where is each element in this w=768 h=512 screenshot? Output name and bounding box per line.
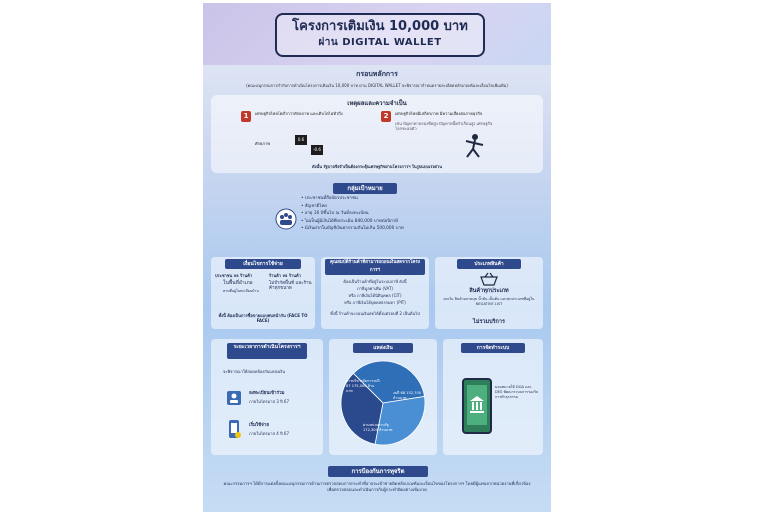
stumbling-person-icon: [463, 133, 487, 159]
timeline-step-2-when: ภายในไตรมาส 4 ปี 67: [249, 431, 289, 436]
pie-label-2: งบปี 68 152,700 ล้านบาท: [393, 391, 422, 400]
target-item: • มีเงินฝากในบัญชีเงินฝากรวมกันไม่เกิน 500,000 บาท: [301, 225, 404, 233]
merchant-text-1: ต้องเป็นร้านค้าที่อยู่ในระบบภาษี ดังนี้: [343, 279, 407, 284]
spending-right-title: ร้านค้า vs ร้านค้า: [269, 273, 301, 278]
spending-left-sub: ตามที่อยู่ในทะเบียนบ้าน: [223, 289, 259, 293]
fraud-label: การป้องกันการทุจริต: [328, 466, 428, 477]
system-text: มอบหมายให้ DGA และ DES พัฒนาระบบการรองรับการทำธุรกรรม: [495, 385, 539, 399]
merchant-text-3: หรือ ภาษีเงินได้นิติบุคคล (CIT): [348, 293, 402, 298]
goods-text-2: ยกเว้น สินค้าอบายมุข น้ำมัน เป็นต้น และทุกประเภทที่อยู่ใน NEGATIVE LIST: [443, 297, 535, 306]
target-list: [301, 195, 404, 233]
smartphone-icon: [462, 378, 492, 434]
phone-payment-icon: [225, 419, 243, 441]
framework-subtitle: (คณะอนุกรรมการกำกับการดำเนินโครงการเติมเงิน 10,000 บาท ผ่าน DIGITAL WALLET จะพิจารณากำหนดรายละเอียดหลักเกณฑ์และเงื่อนไขเพิ่มเติม): [246, 83, 508, 88]
bank-icon: [467, 385, 487, 425]
timeline-text: จะพิจารณาให้สอดคล้องกับแหล่งเงิน: [223, 369, 285, 374]
people-group-icon: [275, 208, 297, 230]
registration-icon: [225, 389, 243, 407]
target-item: • สัญชาติไทย: [301, 203, 404, 211]
reasons-title: เหตุผลและความจำเป็น: [347, 100, 407, 107]
reason-2-number: 2: [381, 111, 391, 122]
page-subtitle: ผ่าน DIGITAL WALLET: [318, 37, 442, 48]
merchant-card: [321, 257, 429, 329]
funding-label: แหล่งเงิน: [353, 343, 413, 353]
timeline-label: ระยะเวลาการดำเนินโครงการฯ: [227, 343, 307, 359]
reasons-conclusion: ดังนั้น รัฐบาลจึงจำเป็นต้องกระตุ้นเศรษฐกิจผ่านโครงการฯ ในรูปแบบเร่งด่วน: [312, 164, 442, 169]
reason-1-chart-label: ศักยภาพ: [255, 141, 270, 146]
spending-label: เงื่อนไขการใช้จ่าย: [225, 259, 301, 269]
spending-note: ทั้งนี้ ต้องเป็นการซื้อขายแบบพบหน้ากัน (FACE TO FACE): [218, 313, 308, 323]
spending-right-text: ไม่จำกัดพื้นที่ และร้านค้าทุกขนาด: [269, 281, 312, 291]
reason-2-sub: เช่น ปัญหาค่าครองชีพสูง ปัญหาหนี้ครัวเรือนสูง เศรษฐกิจโลกชะลอตัว: [395, 121, 493, 131]
shopping-basket-icon: [479, 272, 499, 286]
target-label: กลุ่มเป้าหมาย: [333, 183, 397, 194]
goods-text-3: ไม่รวมบริการ: [473, 319, 505, 325]
fraud-text: คณะกรรมการฯ ได้มีการแต่งตั้งคณะอนุกรรมการด้านการตรวจสอบการกระทำที่อาจจะเข้าข่ายผิดหลักเกณฑ์และเงื่อนไขของโครงการฯ โดยมีผู้แทนจากหน่วยงานที่เกี่ยวข้องเพื่อตรวจสอบและดำเนินการกับผู้กระทำผิดอย่างเข้มงวด: [223, 481, 531, 492]
system-label: การจัดทำระบบ: [461, 343, 525, 353]
growth-bar-negative: -0.6: [311, 145, 323, 155]
reason-1-text: เศรษฐกิจไทยโตต่ำกว่าศักยภาพ และเติบโตไม่ทั่วถึง: [255, 111, 343, 116]
system-card: [443, 339, 543, 455]
reasons-panel: [211, 95, 543, 173]
goods-card: [435, 257, 543, 329]
goods-text-1: สินค้าทุกประเภท: [469, 288, 509, 294]
target-item: • อายุ 16 ปีขึ้นไป ณ วันที่ลงทะเบียน: [301, 210, 404, 218]
reason-1-number: 1: [241, 111, 251, 122]
merchant-text-2: ภาษีมูลค่าเพิ่ม (VAT): [357, 286, 393, 291]
target-item: • ประชาชนที่ถือบัตรประชาชน: [301, 195, 404, 203]
pie-label-1: การบริหารจัดการงบปี 67 175,000 ล้านบาท: [346, 379, 380, 393]
reason-2-text: เศรษฐกิจไทยมีเสถียรภาพ มีความเสี่ยงต่อภาคธุรกิจ: [395, 111, 483, 116]
timeline-card: [211, 339, 323, 455]
funding-pie-chart: [340, 360, 426, 446]
merchant-text-4: หรือ ภาษีเงินได้บุคคลธรรมดา (PIT): [344, 300, 406, 305]
growth-bar-positive: 0.6: [295, 135, 307, 145]
growth-bars: [291, 133, 331, 155]
title-box: [275, 13, 485, 57]
spending-card: [211, 257, 315, 329]
spending-left-title: ประชาชน vs ร้านค้า: [215, 273, 253, 278]
goods-label: ประเภทสินค้า: [457, 259, 521, 269]
pie-label-3: ผ่านหน่วยงานรัฐ 172,300 ล้านบาท: [363, 423, 393, 432]
merchant-label: คุณสมบัติร้านค้าที่สามารถถอนเงินสดจากโครงการฯ: [325, 259, 425, 275]
page-title: โครงการเติมเงิน 10,000 บาท: [292, 19, 468, 34]
merchant-text-5: ทั้งนี้ ร้านค้าจะถอนเงินสดได้ตั้งแต่รอบที่ 2 เป็นต้นไป: [330, 311, 420, 316]
timeline-step-1: ลงทะเบียนเข้าร่วม: [249, 391, 285, 396]
header-banner: [203, 3, 551, 65]
framework-label: กรอบหลักการ: [356, 70, 398, 78]
timeline-step-1-when: ภายในไตรมาส 3 ปี 67: [249, 399, 289, 404]
target-item: • ไม่เป็นผู้มีเงินได้พึงประเมิน 840,000 บาทต่อปีภาษี: [301, 218, 404, 226]
spending-left-text: ในพื้นที่อำเภอ: [223, 280, 253, 286]
timeline-step-2: เริ่มใช้จ่าย: [249, 423, 269, 428]
infographic-poster: [203, 3, 551, 512]
